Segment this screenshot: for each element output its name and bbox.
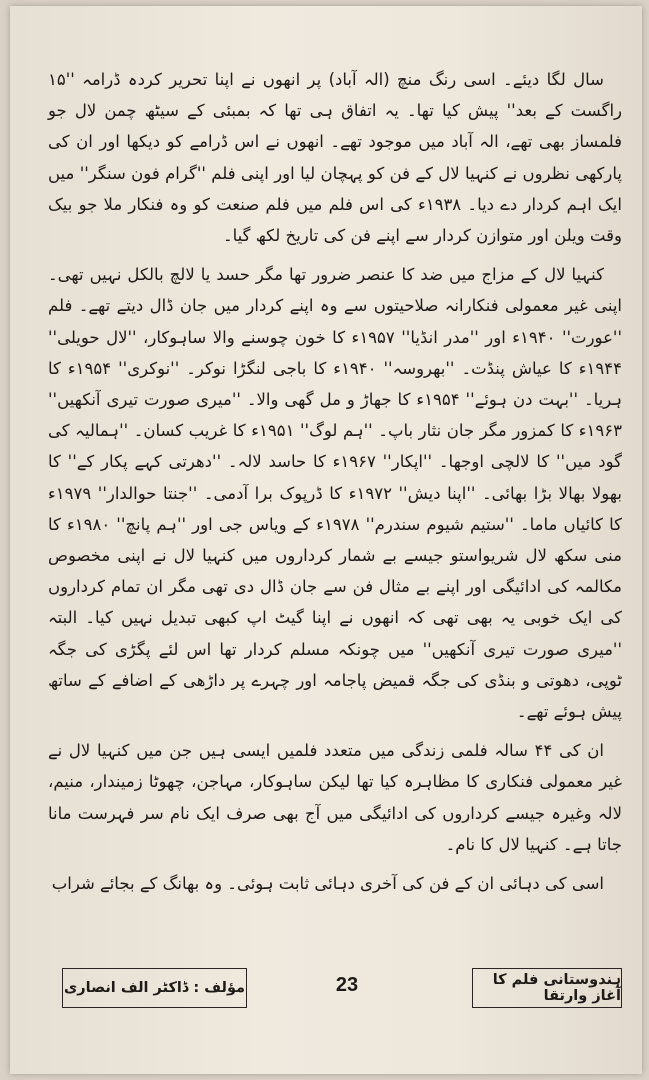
paragraph-2: کنہیا لال کے مزاج میں ضد کا عنصر ضرور تھا مگر حسد یا لالچ بالکل نہیں تھی۔ اپنی غیر معمولی فنکارانہ صلاحیتوں سے وہ اپنے کردار میں جان ڈال دیتے تھے۔ فلم ''عورت'' ۱۹۴۰ء اور ''مدر انڈیا'' ۱۹۵۷ء کا خون چوسنے والا ساہوکار، ''لال حویلی'' ۱۹۴۴ء کا عیاش پنڈت۔ ''بھروسہ'' ۱۹۴۰ء کا باجی لنگڑا نوکر۔ ''نوکری'' ۱۹۵۴ء کا ہریا۔ ''بہت دن ہوئے'' ۱۹۵۴ء کا جھاڑ و مل گھی والا۔ ''میری صورت تیری آنکھیں'' ۱۹۶۳ء کا کمزور مگر جان نثار باپ۔ ''ہم لوگ'' ۱۹۵۱ء کا غریب کسان۔ ''ہمالیہ کی گود میں'' کا لالچی اوجھا۔ ''اپکار'' ۱۹۶۷ء کا حاسد لالہ۔ ''دھرتی کہے پکار کے'' کا بھولا بھالا بڑا بھائی۔ ''اپنا دیش'' ۱۹۷۲ء کا ڈرپوک برا آدمی۔ ''جنتا حوالدار'' ۱۹۷۹ء کا کائیاں ماما۔ ''ستیم شیوم سندرم'' ۱۹۷۸ء کے ویاس جی اور ''ہم پانچ'' ۱۹۸۰ء کا منی سکھ لال شریواستو جیسے بے شمار کرداروں میں کنہیا لال نے اپنی مخصوص مکالمہ کی ادائیگی اور اپنے بے مثال فن سے جان ڈال دی تھی مگر ان تمام کرداروں کی ایک خوبی یہ بھی تھی کہ انھوں نے اپنا گیٹ اپ کبھی تبدیل نہیں کیا۔ البتہ ''میری صورت تیری آنکھیں'' میں چونکہ مسلم کردار تھا اس لئے پگڑی کی جگہ ٹوپی، دھوتی و بنڈی کی جگہ قمیض پاجامہ اور چہرے پر داڑھی کے اضافے کے ساتھ پیش ہوئے تھے۔ [48, 265, 623, 722]
paragraph-1: سال لگا دیئے۔ اسی رنگ منچ (الہ آباد) پر انھوں نے اپنا تحریر کردہ ڈرامہ ''۱۵ راگست کے بعد'' پیش کیا تھا۔ یہ اتفاق ہی تھا کہ بمبئی کے سیٹھ چمن لال جو فلمساز بھی تھے، الہ آباد میں موجود تھے۔ انھوں نے اس ڈرامے کو دیکھا اور ان کی پارکھی نظروں نے کنہیا لال کے فن کو پہچان لیا اور اپنی فلم ''گرام فون سنگر'' میں ایک اہم کردار دے دیا۔ ۱۹۳۸ء کی اس فلم میں فلم صنعت کو وہ فنکار ملا جو بیک وقت ویلن اور متوازن کردار سے اپنے فن کی تاریخ لکھ گیا۔ [48, 70, 622, 246]
paragraph-4: اسی کی دہائی ان کے فن کی آخری دہائی ثابت ہوئی۔ وہ بھانگ کے بجائے شراب [51, 874, 604, 894]
body-text [48, 64, 622, 899]
page-number: 23 [335, 974, 359, 996]
book-title: ہندوستانی فلم کا آغاز وارتقا [492, 972, 621, 1004]
paragraph-3: ان کی ۴۴ سالہ فلمی زندگی میں متعدد فلمیں ایسی ہیں جن میں کنہیا لال نے غیر معمولی فنکاری کا مظاہرہ کیا تھا لیکن ساہوکار، مہاجن، چھوٹا زمیندار، منیم، لالہ وغیرہ جیسے کرداروں کی ادائیگی میں آج بھی صرف ایک نام سر فہرست مانا جاتا ہے۔ کنہیا لال کا نام۔ [48, 741, 622, 854]
book-page [10, 6, 642, 1074]
author-box [62, 968, 247, 1008]
author-credit: مؤلف : ڈاکٹر الف انصاری [63, 980, 246, 996]
book-title-box [472, 968, 622, 1008]
